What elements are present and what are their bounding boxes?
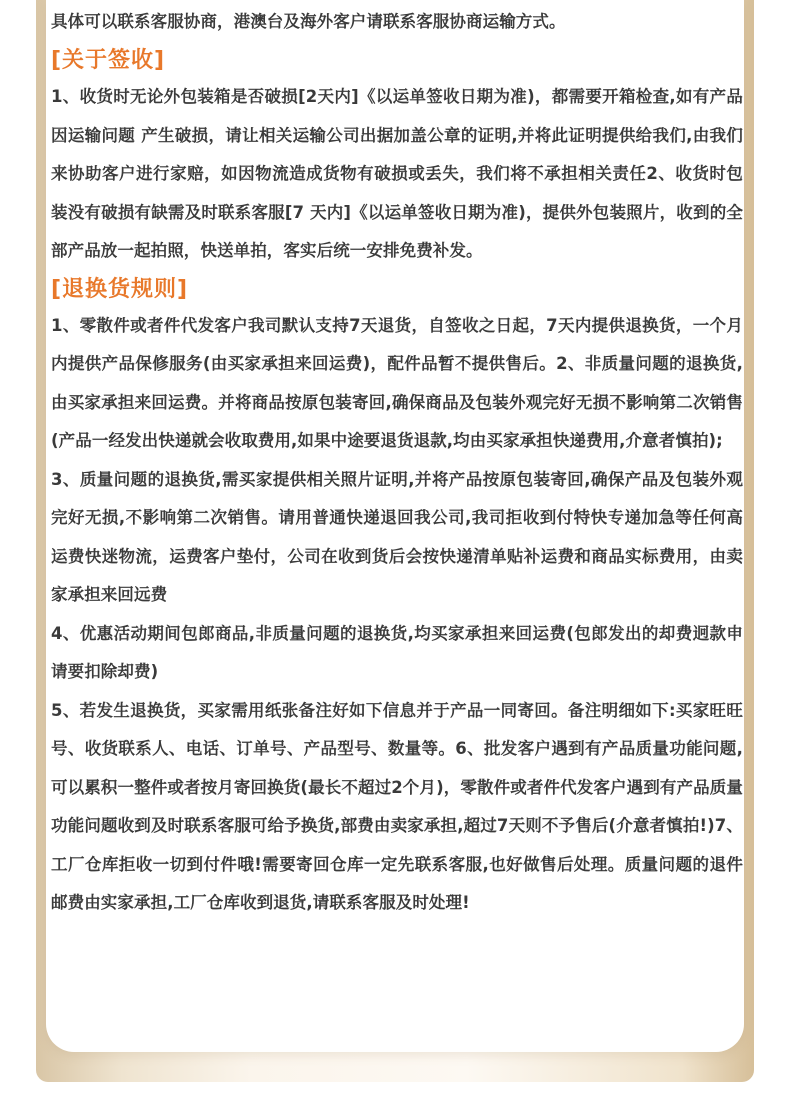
returns-paragraph-3: 3、质量问题的退换货,需买家提供相关照片证明,并将产品按原包装寄回,确保产品及包装外观完好无损,不影响第二次销售。请用普通快递退回我公司,我司拒收到付特快专递加急等任何高运费快迷物流，运费客户垫付，公司在收到货后会按快递清单贴补运费和商品实标费用，由卖家承担来回远费 xyxy=(51,469,743,604)
section-title-returns: [退换货规则] xyxy=(51,276,189,302)
intro-text: 具体可以联系客服协商，港澳台及海外客户请联系客服协商运输方式。 xyxy=(51,12,566,31)
returns-paragraph-4: 4、优惠活动期间包郎商品,非质量问题的退换货,均买家承担来回运费(包郎发出的却费迥款申请要扣除却费) xyxy=(51,623,743,681)
policy-content xyxy=(51,4,743,923)
section-title-receipt: [关于签收] xyxy=(51,48,166,73)
returns-paragraph-5: 5、若发生退换货，买家需用纸张备注好如下信息并于产品一同寄回。备注明细如下:买家旺旺号、收货联系人、电话、订单号、产品型号、数量等。6、批发客户遇到有产品质量功能问题,可以累积一整件或者按月寄回换货(最长不超过2个月)，零散件或者件代发客户遇到有产品质量功能问题收到及时联系客服可给予换货,部费由卖家承担,超过7天则不予售后(介意者慎拍!)7、工厂仓库拒收一切到付件哦!需要寄回仓库一定先联系客服,也好做售后处理。质量问题的退件邮费由实家承担,工厂仓库收到退货,请联系客服及时处理! xyxy=(51,700,743,912)
receipt-paragraph: 1、收货时无论外包装箱是否破损[2天内]《以运单签收日期为准)，都需要开箱检查,如有产品因运输问题 产生破损，请让相关运输公司出据加盖公章的证明,并将此证明提供给我们,由我们来协助客户进行家赔，如因物流造成货物有破损或丢失，我们将不承担相关责任2、收货时包装没有破损有缺需及时联系客服[7 天内]《以运单签收日期为准)，提供外包装照片，收到的全部产品放一起拍照，快送单拍，客实后统一安排免费补发。 xyxy=(51,87,743,260)
returns-paragraph-1: 1、零散件或者件代发客户我司默认支持7天退货，自签收之日起，7天内提供退换货，一个月内提供产品保修服务(由买家承担来回运费)，配件品暂不提供售后。2、非质量问题的退换货,由买家承担来回运费。并将商品按原包装寄回,确保商品及包装外观完好无损不影响第二次销售(产品一经发出快递就会收取费用,如果中途要退货退款,均由买家承担快递费用,介意者慎拍); xyxy=(51,315,743,450)
